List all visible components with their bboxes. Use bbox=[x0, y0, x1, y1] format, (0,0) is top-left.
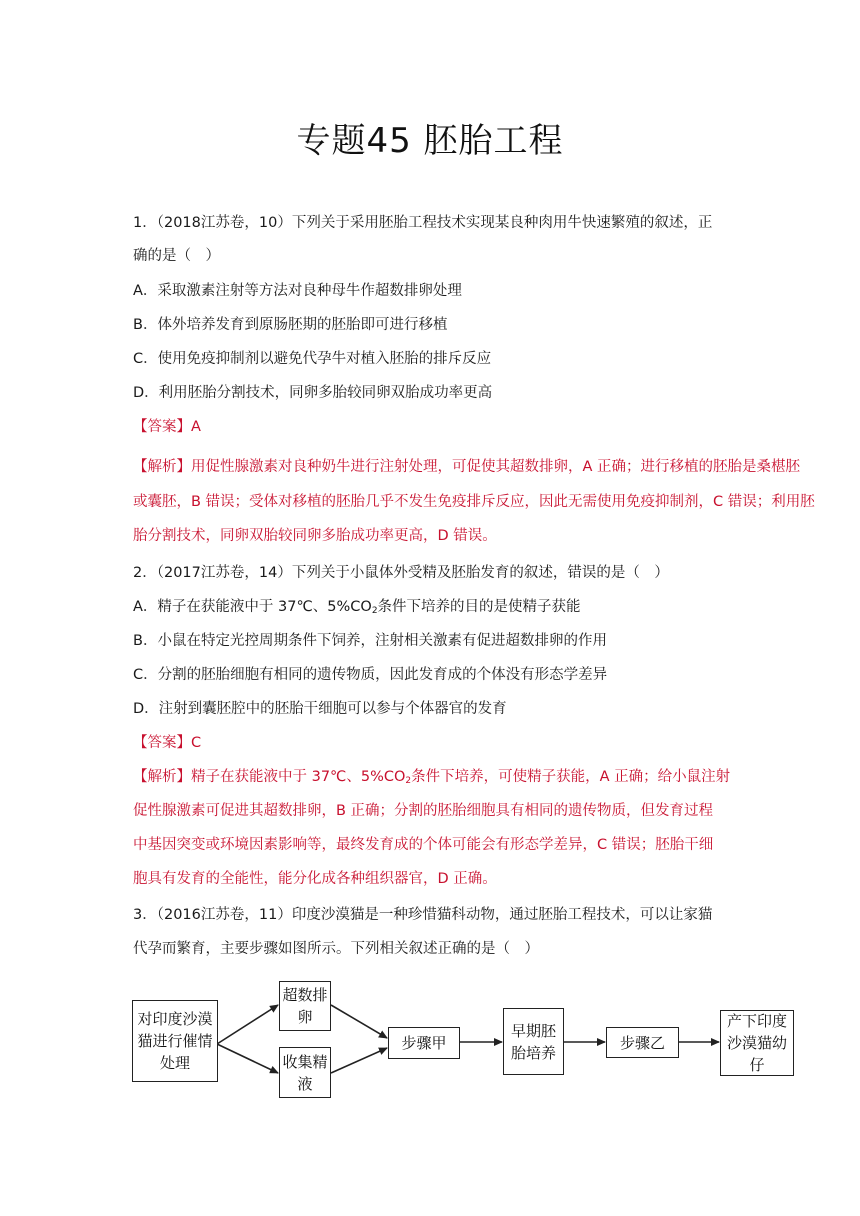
q1-explanation-line3: 胎分割技术，同卵双胎较同卵多胎成功率更高，D 错误。 bbox=[133, 528, 497, 544]
q1-option-d: D．利用胚胎分割技术，同卵多胎较同卵双胎成功率更高 bbox=[133, 385, 493, 401]
q1-answer: 【答案】A bbox=[133, 419, 201, 435]
q2-answer: 【答案】C bbox=[133, 735, 202, 751]
box-early-embryo-culture: 早期胚胎培养 bbox=[503, 1008, 564, 1075]
q1-explanation-line2: 或囊胚，B 错误；受体对移植的胚胎几乎不发生免疫排斥反应，因此无需使用免疫抑制剂，C 错误；利用胚 bbox=[133, 494, 815, 510]
arrow-to-superovulation bbox=[217, 1005, 278, 1044]
arrow-superovulation-to-step-a bbox=[331, 1005, 387, 1038]
q1-option-c: C．使用免疫抑制剂以避免代孕牛对植入胚胎的排斥反应 bbox=[133, 351, 492, 367]
q2-explanation-line1: 【解析】精子在获能液中于 37℃、$5\%CO_2$条件下培养，可使精子获能，A 正确；给小鼠注射 bbox=[133, 769, 731, 786]
q2-option-a: A．精子在获能液中于 37℃、$5\%CO_2$条件下培养的目的是使精子获能 bbox=[133, 599, 581, 616]
box-step-b: 步骤乙 bbox=[606, 1027, 679, 1058]
page-title: 专题45 胚胎工程 bbox=[296, 121, 564, 161]
box-superovulation: 超数排卵 bbox=[279, 981, 331, 1031]
q2-option-c: C．分割的胚胎细胞有相同的遗传物质，因此发育成的个体没有形态学差异 bbox=[133, 667, 608, 683]
box-collect-semen: 收集精液 bbox=[279, 1047, 331, 1098]
q1-option-a: A．采取激素注射等方法对良种母牛作超数排卵处理 bbox=[133, 283, 462, 299]
q2-explanation-line3: 中基因突变或环境因素影响等，最终发育成的个体可能会有形态学差异，C 错误；胚胎干细 bbox=[133, 837, 714, 853]
q2-explanation-line2: 促性腺激素可促进其超数排卵，B 正确；分割的胚胎细胞具有相同的遗传物质，但发育过程 bbox=[133, 803, 714, 819]
arrow-to-collect bbox=[217, 1044, 278, 1073]
q1-explanation-line1: 【解析】用促性腺激素对良种奶牛进行注射处理，可促使其超数排卵，A 正确；进行移植的胚胎是桑椹胚 bbox=[133, 459, 801, 475]
box-birth: 产下印度沙漠猫幼仔 bbox=[720, 1010, 794, 1076]
q1-stem-line1: 1．（2018江苏卷，10）下列关于采用胚胎工程技术实现某良种肉用牛快速繁殖的叙述，正 bbox=[133, 215, 713, 231]
q3-stem-line1: 3．（2016江苏卷，11）印度沙漠猫是一种珍惜猫科动物，通过胚胎工程技术，可以让家猫 bbox=[133, 907, 713, 923]
box-estrus-treatment: 对印度沙漠猫进行催情处理 bbox=[132, 1000, 218, 1082]
q1-stem-line2: 确的是（ ） bbox=[133, 248, 220, 264]
box-step-a: 步骤甲 bbox=[388, 1027, 460, 1059]
q2-option-d: D．注射到囊胚腔中的胚胎干细胞可以参与个体器官的发育 bbox=[133, 701, 507, 717]
q2-stem: 2．（2017江苏卷，14）下列关于小鼠体外受精及胚胎发育的叙述，错误的是（ ） bbox=[133, 565, 669, 581]
q1-option-b: B．体外培养发育到原肠胚期的胚胎即可进行移植 bbox=[133, 317, 448, 333]
q2-option-b: B．小鼠在特定光控周期条件下饲养，注射相关激素有促进超数排卵的作用 bbox=[133, 633, 607, 649]
arrow-collect-to-step-a bbox=[331, 1048, 387, 1073]
q2-explanation-line4: 胞具有发育的全能性，能分化成各种组织器官，D 正确。 bbox=[133, 871, 497, 887]
q3-stem-line2: 代孕而繁育，主要步骤如图所示。下列相关叙述正确的是（ ） bbox=[133, 941, 539, 957]
